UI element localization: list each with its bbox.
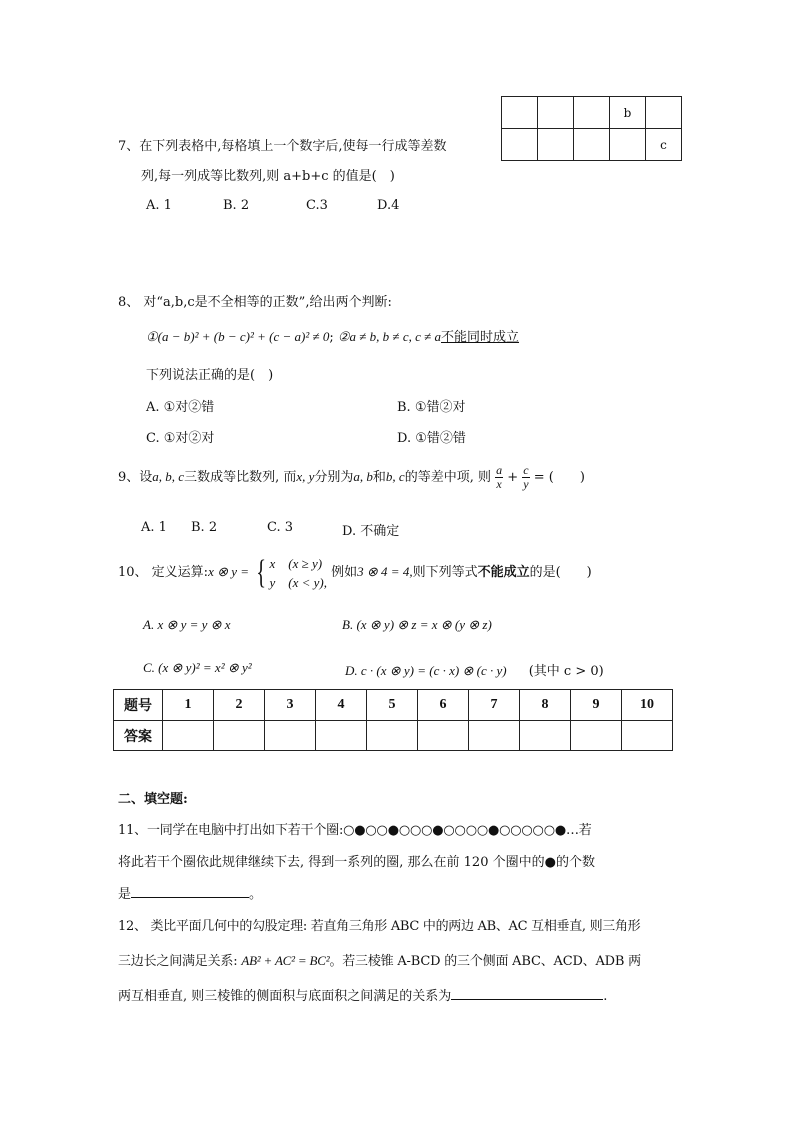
q9-math: x, y [296, 469, 315, 484]
q10-option-d [345, 660, 604, 679]
question-number: 4 [316, 690, 367, 721]
q10-text: 10、 定义运算: [118, 565, 209, 580]
q10-example: 3 ⊗ 4 = 4, [357, 564, 413, 579]
q8-judgements [146, 326, 519, 345]
q7-grid-cell [574, 97, 610, 129]
q10-option-d-formula: D. c · (x ⊗ y) = (c · x) ⊗ (c · y) [345, 663, 507, 678]
q9-option-b: B. 2 [191, 520, 218, 535]
q7-grid-cell [502, 97, 538, 129]
question-number: 1 [163, 690, 214, 721]
question-number: 8 [520, 690, 571, 721]
q9-text: 三数成等比数列, 而 [184, 470, 297, 485]
answer-table-header: 题号 [114, 690, 163, 721]
answer-cell[interactable] [214, 721, 265, 751]
answer-table-header: 答案 [114, 721, 163, 751]
q9-frac-num: a [496, 463, 503, 477]
q9-frac-den: y [523, 477, 529, 491]
q10-case-1: x (x ≥ y) [269, 555, 323, 571]
q9-tail: = ( ) [533, 470, 585, 485]
question-number: 10 [622, 690, 673, 721]
q10-cases [270, 554, 328, 592]
question-number: 5 [367, 690, 418, 721]
q8-stem: 8、 对“a,b,c是不全相等的正数”,给出两个判断: [118, 295, 392, 310]
q7-option-c: C.3 [306, 198, 328, 213]
q7-line2: 列,每一列成等比数列,则 a+b+c 的值是( ) [141, 169, 395, 184]
q11-line2: 将此若干个圈依此规律继续下去, 得到一系列的圈, 那么在前 120 个圈中的●的个数 [118, 855, 595, 870]
q11-line3 [118, 883, 262, 902]
answer-cell[interactable] [163, 721, 214, 751]
q9-text: 和 [372, 470, 386, 485]
q8-judgement-1: ①(a − b)² + (b − c)² + (c − a)² ≠ 0 [146, 329, 330, 344]
q12-formula: AB² + AC² = BC² [241, 953, 330, 968]
q7-grid-cell [502, 129, 538, 161]
q10-option-a: A. x ⊗ y = y ⊗ x [143, 617, 231, 632]
section2-title: 二、填空题: [118, 792, 188, 807]
q8-option-c: C. ①对②对 [146, 431, 215, 446]
q9-frac-den: x [496, 477, 502, 491]
answer-table [113, 689, 673, 751]
q9-text: 的等差中项, 则 [404, 470, 491, 485]
q10-emphasis: 不能成立 [477, 565, 530, 580]
q10-text: 例如 [331, 565, 358, 580]
q9-stem [118, 463, 585, 492]
q9-frac-num: c [523, 463, 529, 477]
question-number: 2 [214, 690, 265, 721]
q7-grid-row [502, 97, 682, 129]
q7-grid-cell [646, 97, 682, 129]
question-number: 3 [265, 690, 316, 721]
q9-option-c: C. 3 [267, 520, 294, 535]
q7-grid-cell [538, 97, 574, 129]
q8-separator: ; [329, 330, 334, 345]
q10-option-c: C. (x ⊗ y)² = x² ⊗ y² [143, 660, 252, 675]
q10-case-2: y (x < y), [269, 574, 327, 590]
q9-fraction-a-over-x [495, 464, 503, 491]
q9-math: b, c [385, 469, 405, 484]
q10-stem [118, 552, 592, 593]
answer-cell[interactable] [418, 721, 469, 751]
q11-line3-suffix: 。 [249, 887, 263, 902]
q7-line1: 7、在下列表格中,每格填上一个数字后,使每一行成等差数 [118, 139, 447, 154]
answer-cell[interactable] [622, 721, 673, 751]
question-number: 6 [418, 690, 469, 721]
q9-plus: + [507, 470, 519, 485]
q12-line3-suffix: . [603, 989, 608, 1004]
q12-line3-prefix: 两互相垂直, 则三棱锥的侧面积与底面积之间满足的关系为 [118, 989, 452, 1004]
answer-table-number-row [114, 690, 673, 721]
answer-cell[interactable] [265, 721, 316, 751]
q12-answer-blank[interactable] [451, 985, 603, 1000]
q11-line3-prefix: 是 [118, 887, 132, 902]
q10-option-b: B. (x ⊗ y) ⊗ z = x ⊗ (y ⊗ z) [342, 617, 492, 632]
q12-line1: 12、 类比平面几何中的勾股定理: 若直角三角形 ABC 中的两边 AB、AC 互相垂直, 则三角形 [118, 919, 641, 934]
q9-option-d: D. 不确定 [342, 524, 400, 539]
answer-table-answer-row [114, 721, 673, 751]
question-number: 7 [469, 690, 520, 721]
q9-text: 9、设 [118, 470, 153, 485]
q7-grid-cell [538, 129, 574, 161]
q8-judgement-2: ②a ≠ b, b ≠ c, c ≠ a [337, 329, 441, 344]
q10-brace: { [256, 553, 267, 591]
q9-math: a, b, c [152, 469, 185, 484]
q11-line1: 11、一同学在电脑中打出如下若干个圈:○●○○●○○○●○○○○●○○○○○●…若 [118, 823, 592, 838]
answer-cell[interactable] [469, 721, 520, 751]
q8-option-b: B. ①错②对 [397, 400, 466, 415]
q7-grid-cell-c: c [646, 129, 682, 161]
q7-option-b: B. 2 [223, 198, 250, 213]
q10-text: 的是( ) [529, 565, 592, 580]
answer-cell[interactable] [520, 721, 571, 751]
q9-math: a, b [353, 469, 373, 484]
q11-answer-blank[interactable] [131, 883, 249, 898]
q8-question: 下列说法正确的是( ) [146, 368, 274, 383]
q8-option-a: A. ①对②错 [146, 400, 215, 415]
answer-cell[interactable] [316, 721, 367, 751]
q8-option-d: D. ①错②错 [397, 431, 466, 446]
q7-grid [501, 96, 682, 161]
q12-line2-suffix: 。若三棱锥 A-BCD 的三个侧面 ABC、ACD、ADB 两 [329, 954, 641, 969]
q12-line2 [118, 950, 641, 969]
answer-cell[interactable] [571, 721, 622, 751]
q7-option-d: D.4 [377, 198, 400, 213]
answer-cell[interactable] [367, 721, 418, 751]
q10-op: x ⊗ y = [208, 564, 250, 579]
q9-text: 分别为 [314, 470, 354, 485]
q7-grid-row [502, 129, 682, 161]
q7-grid-cell [574, 129, 610, 161]
question-number: 9 [571, 690, 622, 721]
q9-fraction-c-over-y [522, 464, 529, 491]
q9-option-a: A. 1 [141, 520, 167, 535]
q8-judgement-2-suffix: 不能同时成立 [441, 330, 520, 345]
q10-option-d-note: (其中 c > 0) [528, 664, 604, 679]
q7-option-a: A. 1 [146, 198, 172, 213]
q7-grid-cell-b: b [610, 97, 646, 129]
q10-text: 则下列等式 [412, 565, 478, 580]
q12-line2-prefix: 三边长之间满足关系: [118, 954, 238, 969]
q12-line3 [118, 985, 607, 1004]
q7-grid-cell [610, 129, 646, 161]
